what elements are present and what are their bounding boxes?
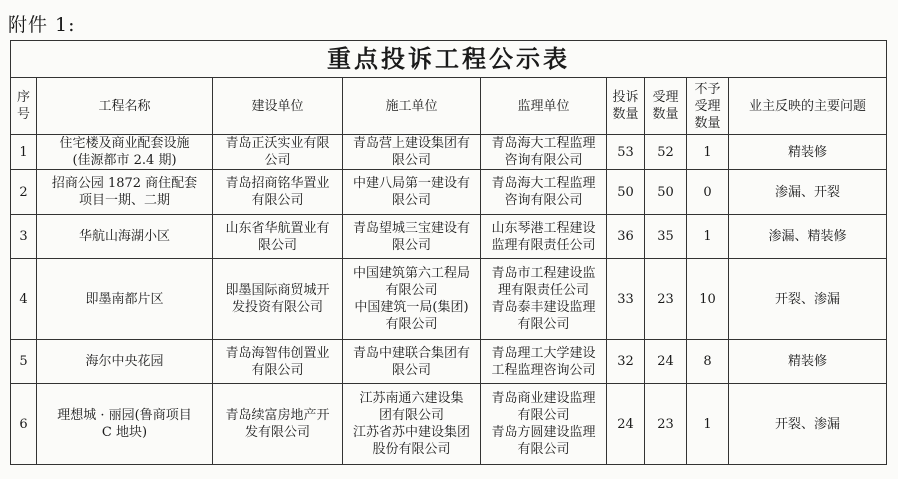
cell-complaints: 24 — [607, 384, 645, 465]
cell-project: 理想城 · 丽园(鲁商项目 C 地块) — [37, 384, 213, 465]
cell-supervisor: 青岛海大工程监理 咨询有限公司 — [481, 170, 607, 215]
cell-seq: 3 — [11, 215, 37, 259]
cell-complaints: 53 — [607, 135, 645, 170]
cell-issues: 开裂、渗漏 — [729, 259, 887, 340]
cell-seq: 2 — [11, 170, 37, 215]
cell-project: 海尔中央花园 — [37, 340, 213, 384]
cell-contractor: 中国建筑第六工程局 有限公司 中国建筑一局(集团) 有限公司 — [343, 259, 481, 340]
cell-accepted: 24 — [645, 340, 687, 384]
cell-issues: 精装修 — [729, 340, 887, 384]
table-row — [11, 384, 887, 465]
table-row — [11, 340, 887, 384]
cell-project: 招商公园 1872 商住配套 项目一期、二期 — [37, 170, 213, 215]
cell-builder: 青岛海智伟创置业 有限公司 — [213, 340, 343, 384]
cell-builder: 山东省华航置业有 限公司 — [213, 215, 343, 259]
cell-accepted: 52 — [645, 135, 687, 170]
cell-supervisor: 青岛市工程建设监 理有限责任公司 青岛泰丰建设监理 有限公司 — [481, 259, 607, 340]
table-row — [11, 135, 887, 170]
header-builder: 建设单位 — [213, 78, 343, 135]
cell-accepted: 50 — [645, 170, 687, 215]
attachment-label: 附件 1: — [8, 14, 76, 36]
cell-supervisor: 青岛商业建设监理 有限公司 青岛方圆建设监理 有限公司 — [481, 384, 607, 465]
cell-accepted: 35 — [645, 215, 687, 259]
table-row — [11, 259, 887, 340]
cell-project: 即墨南都片区 — [37, 259, 213, 340]
cell-seq: 6 — [11, 384, 37, 465]
cell-contractor: 青岛望城三宝建设有 限公司 — [343, 215, 481, 259]
table-row — [11, 215, 887, 259]
table-row — [11, 170, 887, 215]
header-project: 工程名称 — [37, 78, 213, 135]
cell-rejected: 1 — [687, 135, 729, 170]
cell-complaints: 32 — [607, 340, 645, 384]
cell-builder: 青岛正沃实业有限 公司 — [213, 135, 343, 170]
cell-rejected: 8 — [687, 340, 729, 384]
header-complaints: 投诉 数量 — [607, 78, 645, 135]
cell-builder: 青岛续富房地产开 发有限公司 — [213, 384, 343, 465]
header-supervisor: 监理单位 — [481, 78, 607, 135]
cell-rejected: 10 — [687, 259, 729, 340]
cell-supervisor: 山东琴港工程建设 监理有限责任公司 — [481, 215, 607, 259]
cell-accepted: 23 — [645, 259, 687, 340]
header-contractor: 施工单位 — [343, 78, 481, 135]
cell-complaints: 36 — [607, 215, 645, 259]
cell-complaints: 50 — [607, 170, 645, 215]
cell-rejected: 1 — [687, 384, 729, 465]
cell-supervisor: 青岛海大工程监理 咨询有限公司 — [481, 135, 607, 170]
cell-builder: 即墨国际商贸城开 发投资有限公司 — [213, 259, 343, 340]
cell-rejected: 0 — [687, 170, 729, 215]
cell-accepted: 23 — [645, 384, 687, 465]
cell-builder: 青岛招商铭华置业 有限公司 — [213, 170, 343, 215]
header-rejected: 不予 受理 数量 — [687, 78, 729, 135]
cell-issues: 开裂、渗漏 — [729, 384, 887, 465]
header-accepted: 受理 数量 — [645, 78, 687, 135]
cell-contractor: 青岛中建联合集团有 限公司 — [343, 340, 481, 384]
header-issues: 业主反映的主要问题 — [729, 78, 887, 135]
cell-contractor: 青岛营上建设集团有 限公司 — [343, 135, 481, 170]
cell-issues: 精装修 — [729, 135, 887, 170]
cell-supervisor: 青岛理工大学建设 工程监理咨询公司 — [481, 340, 607, 384]
cell-issues: 渗漏、精装修 — [729, 215, 887, 259]
complaint-table — [10, 40, 887, 465]
cell-contractor: 江苏南通六建设集 团有限公司 江苏省苏中建设集团 股份有限公司 — [343, 384, 481, 465]
header-seq: 序 号 — [11, 78, 37, 135]
cell-seq: 1 — [11, 135, 37, 170]
cell-project: 华航山海湖小区 — [37, 215, 213, 259]
table-title: 重点投诉工程公示表 — [11, 41, 887, 78]
cell-rejected: 1 — [687, 215, 729, 259]
cell-issues: 渗漏、开裂 — [729, 170, 887, 215]
header-row — [11, 78, 887, 135]
cell-project: 住宅楼及商业配套设施 (佳源都市 2.4 期) — [37, 135, 213, 170]
cell-seq: 4 — [11, 259, 37, 340]
cell-contractor: 中建八局第一建设有 限公司 — [343, 170, 481, 215]
cell-complaints: 33 — [607, 259, 645, 340]
cell-seq: 5 — [11, 340, 37, 384]
